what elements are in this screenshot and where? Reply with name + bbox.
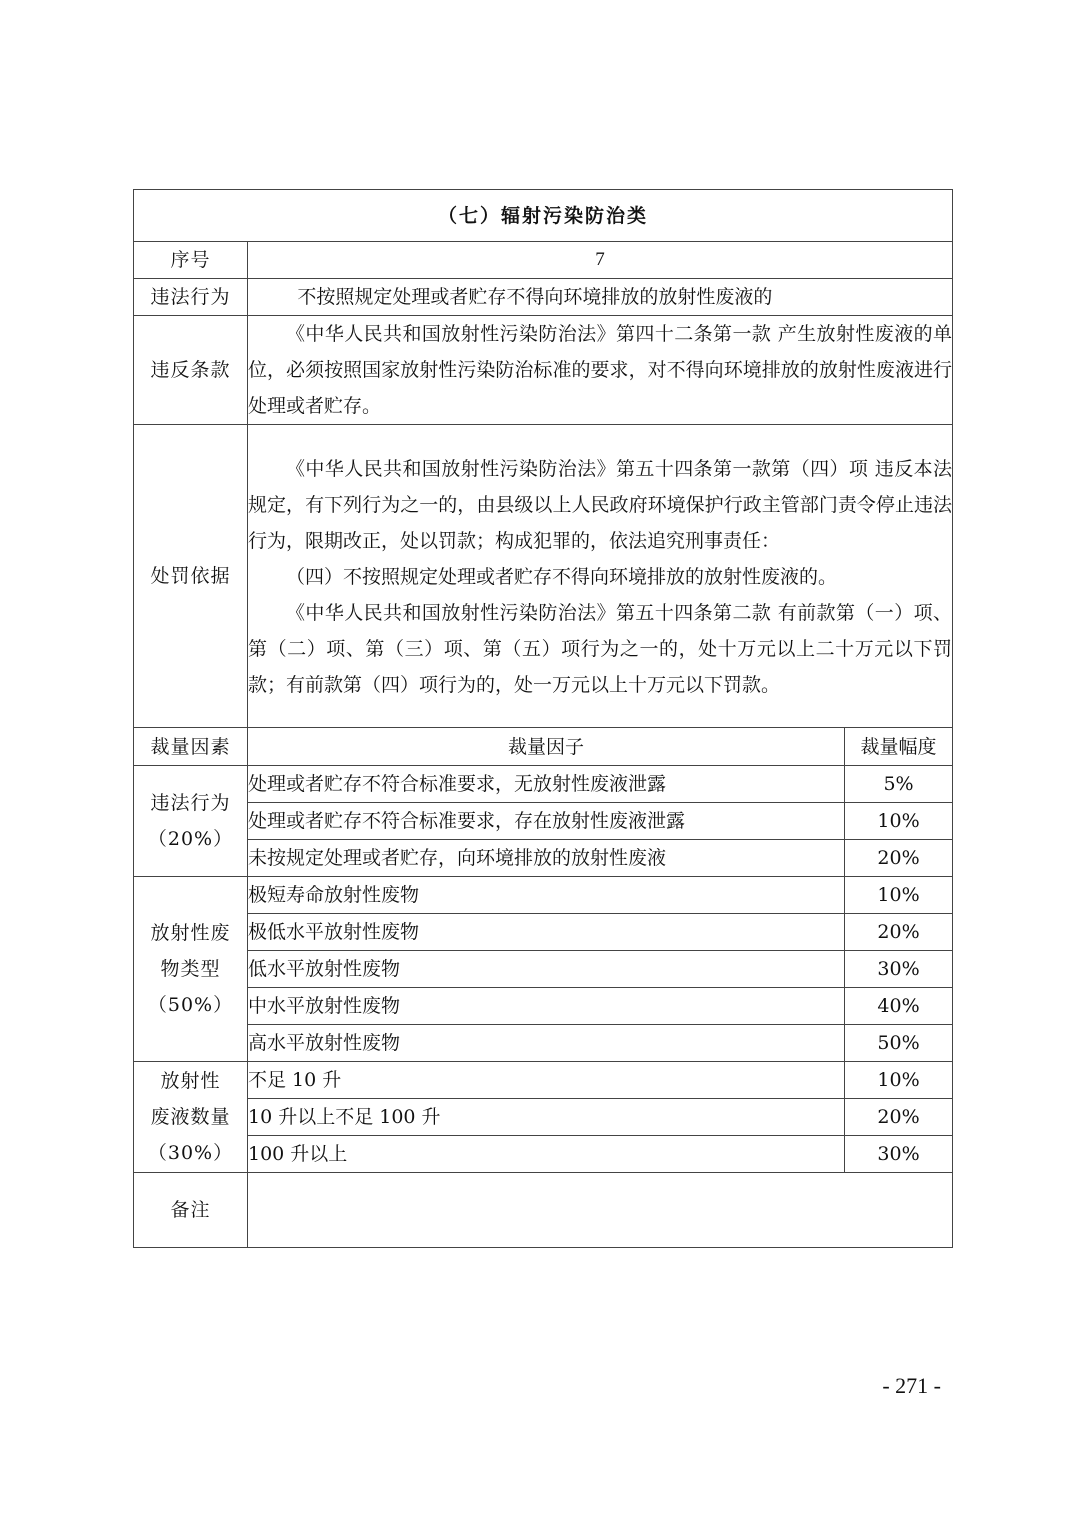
- discretion-table: [133, 189, 953, 1248]
- factor-cell: 100 升以上: [248, 1136, 845, 1173]
- pct-cell: 10%: [845, 1062, 953, 1099]
- behavior-label: 违法行为: [134, 279, 248, 316]
- range-header: 裁量幅度: [845, 728, 953, 766]
- pct-cell: 10%: [845, 803, 953, 840]
- penalty-paragraph: （四）不按照规定处理或者贮存不得向环境排放的放射性废液的。: [286, 565, 838, 588]
- pct-cell: 50%: [845, 1025, 953, 1062]
- factor-cell: 10 升以上不足 100 升: [248, 1099, 845, 1136]
- seq-value: 7: [248, 242, 953, 279]
- pct-cell: 20%: [845, 1099, 953, 1136]
- remarks-label: 备注: [134, 1173, 248, 1248]
- factor-cell: 极短寿命放射性废物: [248, 877, 845, 914]
- violated-text: 《中华人民共和国放射性污染防治法》第四十二条第一款 产生放射性废液的单位，必须按照国家放射性污染防治标准的要求，对不得向环境排放的放射性废液进行处理或者贮存。: [248, 323, 953, 417]
- table-title: （七）辐射污染防治类: [134, 190, 953, 242]
- factor-cell: 处理或者贮存不符合标准要求，无放射性废液泄露: [248, 766, 845, 803]
- discretion-label: 裁量因素: [134, 728, 248, 766]
- penalty-paragraph: 《中华人民共和国放射性污染防治法》第五十四条第二款 有前款第（一）项、第（二）项、第（三）项、第（五）项行为之一的，处十万元以上二十万元以下罚款；有前款第（四）项行为的，处一万元以上十万元以下罚款。: [248, 601, 953, 696]
- pct-cell: 20%: [845, 914, 953, 951]
- factor-cell: 中水平放射性废物: [248, 988, 845, 1025]
- penalty-paragraph: 《中华人民共和国放射性污染防治法》第五十四条第一款第（四）项 违反本法规定，有下列行为之一的，由县级以上人民政府环境保护行政主管部门责令停止违法行为，限期改正，处以罚款；构成犯罪的，依法追究刑事责任：: [248, 457, 953, 552]
- page-number: - 271 -: [882, 1373, 941, 1398]
- factor-cell: 不足 10 升: [248, 1062, 845, 1099]
- pct-cell: 10%: [845, 877, 953, 914]
- factor-cell: 低水平放射性废物: [248, 951, 845, 988]
- factor-header: 裁量因子: [248, 728, 845, 766]
- factor-cell: 未按规定处理或者贮存，向环境排放的放射性废液: [248, 840, 845, 877]
- pct-cell: 40%: [845, 988, 953, 1025]
- pct-cell: 30%: [845, 1136, 953, 1173]
- behavior-value: 不按照规定处理或者贮存不得向环境排放的放射性废液的: [297, 286, 773, 308]
- factor-cell: 处理或者贮存不符合标准要求，存在放射性废液泄露: [248, 803, 845, 840]
- pct-cell: 5%: [845, 766, 953, 803]
- violated-label: 违反条款: [134, 316, 248, 425]
- group-label: 放射性废 物类型 （50%）: [134, 877, 248, 1062]
- group-label: 违法行为 （20%）: [134, 766, 248, 877]
- factor-cell: 极低水平放射性废物: [248, 914, 845, 951]
- penalty-label: 处罚依据: [134, 425, 248, 728]
- remarks-value: [248, 1173, 953, 1248]
- pct-cell: 20%: [845, 840, 953, 877]
- group-label: 放射性 废液数量 （30%）: [134, 1062, 248, 1173]
- pct-cell: 30%: [845, 951, 953, 988]
- seq-label: 序号: [134, 242, 248, 279]
- factor-cell: 高水平放射性废物: [248, 1025, 845, 1062]
